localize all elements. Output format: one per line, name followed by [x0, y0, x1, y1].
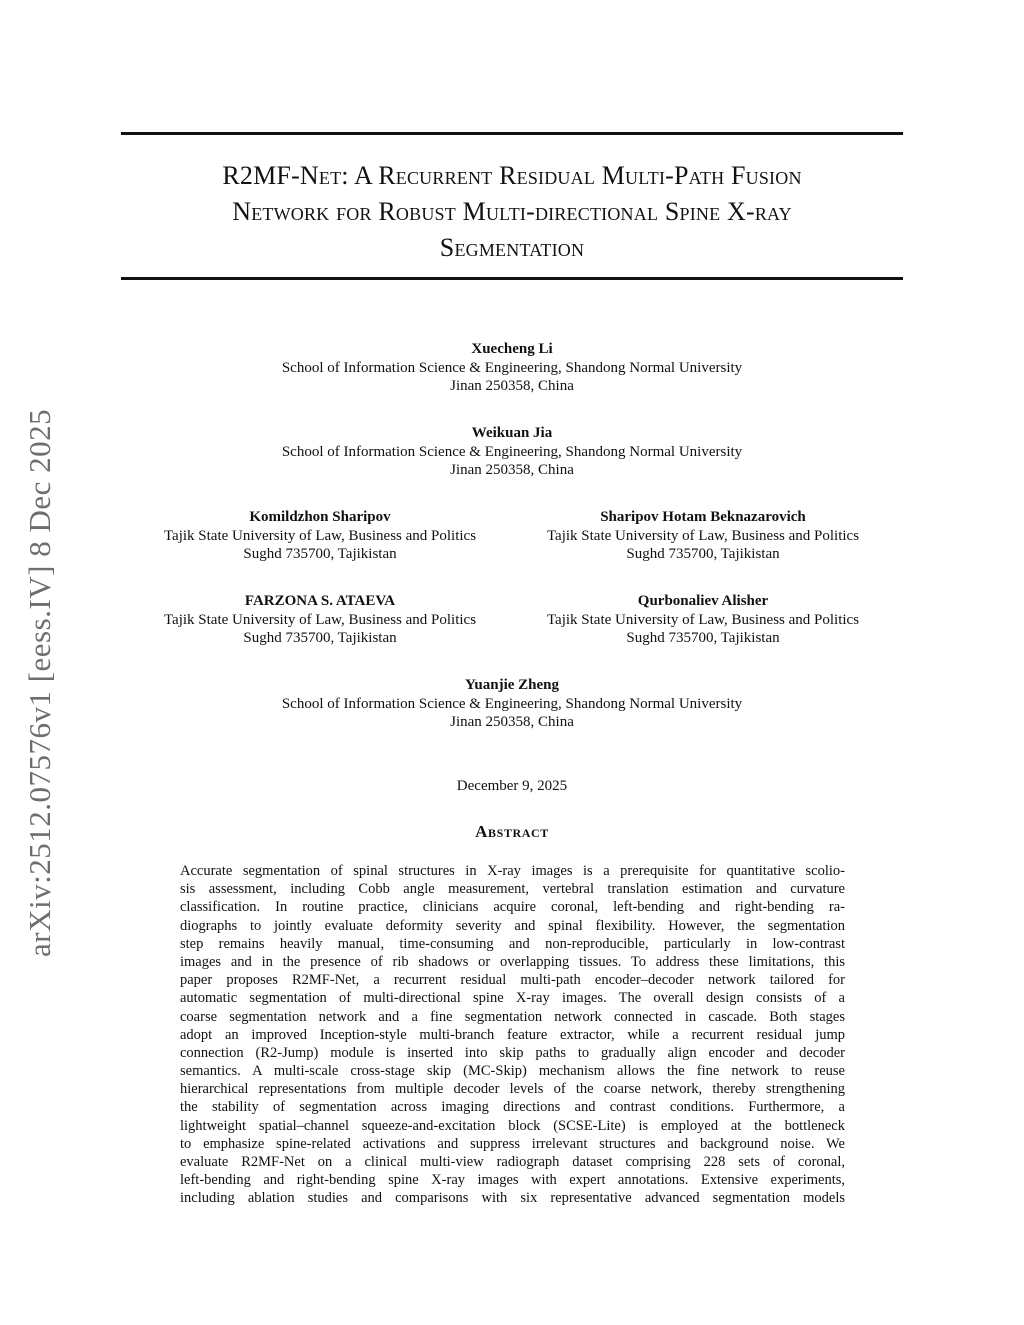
abstract-line: connection (R2-Jump) module is inserted into skip paths to gradually align encoder and decoder: [180, 1044, 845, 1061]
abstract-line: including ablation studies and comparisons with six representative advanced segmentation models: [180, 1190, 845, 1207]
arxiv-identifier: arXiv:2512.07576v1 [eess.IV] 8 Dec 2025: [22, 408, 57, 957]
author-block: [503, 508, 903, 564]
author-name: Weikuan Jia: [471, 425, 553, 441]
abstract-line: paper proposes R2MF-Net, a recurrent residual multi-path encoder–decoder network tailored for: [180, 972, 845, 989]
author-block: [212, 424, 812, 480]
abstract-line: evaluate R2MF-Net on a clinical multi-view radiograph dataset comprising 228 sets of coronal,: [180, 1154, 845, 1170]
abstract-line: adopt an improved Inception-style multi-branch feature extractor, while a recurrent residual jump: [180, 1026, 845, 1043]
abstract-line: semantics. A multi-scale cross-stage skip (MC-Skip) mechanism allows the fine network to reuse: [180, 1063, 845, 1080]
author-name: Yuanjie Zheng: [464, 677, 560, 693]
author-name: Sharipov Hotam Beknazarovich: [600, 509, 806, 525]
abstract-line: automatic segmentation of multi-directional spine X-ray images. The overall design consists of a: [180, 990, 845, 1007]
author-address: Sughd 735700, Tajikistan: [626, 546, 780, 562]
author-name: Xuecheng Li: [471, 341, 553, 357]
abstract-line: images and in the presence of rib shadows or overlapping tissues. To address these limitations, this: [180, 953, 845, 970]
author-affiliation: Tajik State University of Law, Business and Politics: [546, 527, 860, 544]
author-name: FARZONA S. ATAEVA: [244, 593, 396, 609]
abstract-line: classification. In routine practice, clinicians acquire coronal, left-bending and right-bending ra-: [180, 899, 845, 916]
author-affiliation: Tajik State University of Law, Business and Politics: [546, 611, 860, 628]
author-block: [212, 340, 812, 396]
author-name: Komildzhon Sharipov: [249, 509, 391, 525]
publication-date: December 9, 2025: [456, 778, 568, 794]
author-address: Sughd 735700, Tajikistan: [626, 630, 780, 646]
abstract-line: coarse segmentation network and a fine segmentation network connected in cascade. Both stages: [180, 1008, 845, 1025]
author-block: [212, 676, 812, 732]
author-address: Jinan 250358, China: [450, 462, 574, 478]
abstract-heading: Abstract: [475, 822, 549, 841]
title-bottom-rule: [121, 277, 903, 280]
author-block: [503, 592, 903, 648]
abstract-body: [180, 862, 845, 1208]
author-block: [120, 592, 520, 648]
author-name: Qurbonaliev Alisher: [637, 593, 769, 609]
author-affiliation: School of Information Science & Engineering, Shandong Normal University: [281, 359, 743, 376]
author-address: Jinan 250358, China: [450, 378, 574, 394]
paper-title: [121, 158, 903, 266]
abstract-line: lightweight spatial–channel squeeze-and-excitation block (SCSE-Lite) is employed at the bottleneck: [180, 1117, 845, 1134]
abstract-line: sis assessment, including Cobb angle measurement, vertebral translation estimation and curvature: [180, 881, 845, 898]
author-block: [120, 508, 520, 564]
author-affiliation: Tajik State University of Law, Business and Politics: [163, 611, 477, 628]
author-affiliation: School of Information Science & Engineering, Shandong Normal University: [281, 695, 743, 712]
abstract-line: to emphasize spine-related activations and suppress irrelevant structures and background noise. We: [180, 1135, 845, 1152]
abstract-line: Accurate segmentation of spinal structures in X-ray images is a prerequisite for quantitative scolio-: [180, 863, 845, 879]
author-address: Sughd 735700, Tajikistan: [243, 546, 397, 562]
abstract-line: diographs to jointly evaluate deformity severity and spinal flexibility. However, the segmentation: [180, 917, 845, 934]
author-affiliation: Tajik State University of Law, Business and Politics: [163, 527, 477, 544]
author-affiliation: School of Information Science & Engineering, Shandong Normal University: [281, 443, 743, 460]
abstract-line: left-bending and right-bending spine X-ray images with expert annotations. Extensive experiments,: [180, 1172, 845, 1189]
author-address: Sughd 735700, Tajikistan: [243, 630, 397, 646]
title-top-rule: [121, 132, 903, 135]
title-line: R2MF-Net: A Recurrent Residual Multi-Path Fusion: [222, 161, 802, 190]
author-address: Jinan 250358, China: [450, 714, 574, 730]
abstract-line: step remains heavily manual, time-consuming and non-reproducible, particularly in low-contrast: [180, 935, 845, 952]
abstract-line: hierarchical representations from multiple decoder levels of the coarse network, thereby strengthening: [180, 1081, 845, 1098]
title-line: Segmentation: [439, 233, 585, 262]
abstract-line: the stability of segmentation across imaging directions and contrast conditions. Furthermore, a: [180, 1099, 845, 1116]
title-line: Network for Robust Multi-directional Spine X-ray: [232, 197, 792, 226]
